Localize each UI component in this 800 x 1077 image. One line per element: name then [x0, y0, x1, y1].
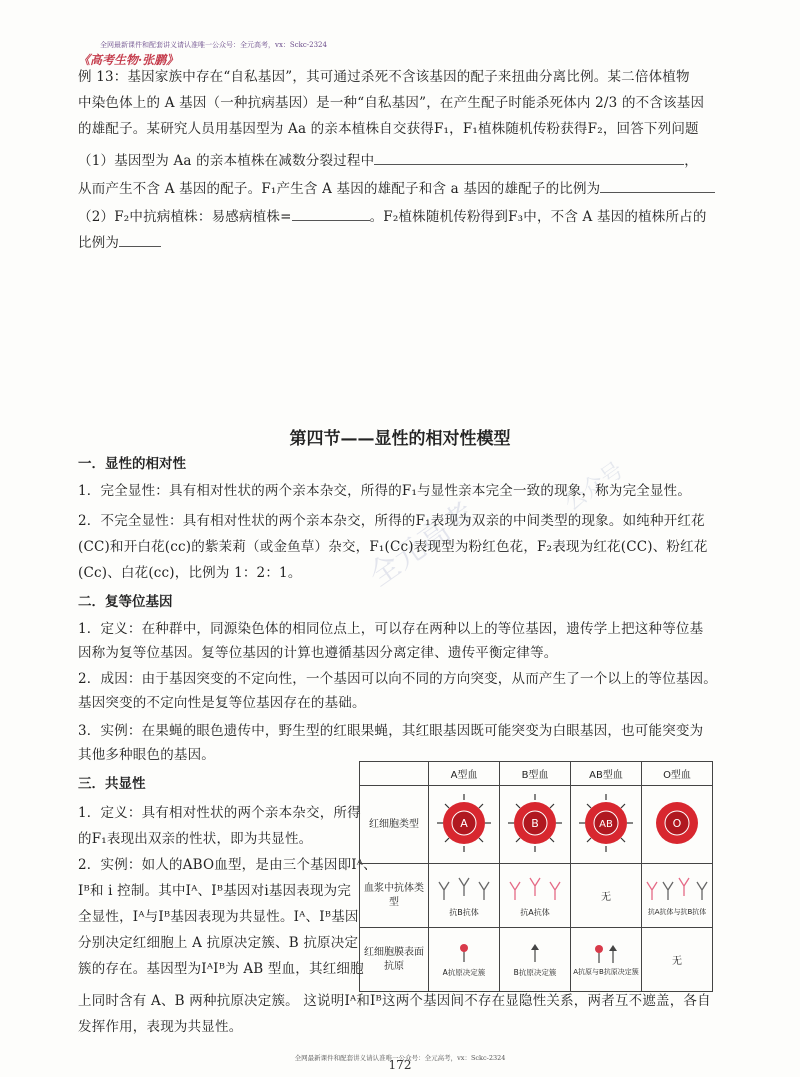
anti-a-and-b-antibody-icon: [644, 874, 710, 904]
example-line-2: 中染色体上的 A 基因（一种抗病基因）是一种“自私基因”，在产生配子时能杀死体内 2/3 的不含该基因: [78, 95, 705, 111]
row-antigen-label: 红细胞膜表面抗原: [360, 928, 429, 992]
row-red-cell-type-label: 红细胞类型: [360, 786, 429, 864]
part-1-heading: 一．显性的相对性: [78, 456, 186, 472]
question-2b-text: 。F₂植株随机传粉得到F₃中，不含 A 基因的植株所占的: [369, 209, 707, 225]
question-2a-text: （2）F₂中抗病植株：易感病植株=: [78, 209, 292, 225]
cell-letter-a: A: [460, 817, 468, 830]
part-3-line-6: 分别决定红细胞上 A 抗原决定簇、B 抗原决定: [78, 935, 359, 951]
antibody-b-text: 抗A抗体: [520, 907, 550, 917]
question-1b-text: 从而产生不含 A 基因的配子。F₁产生含 A 基因的雄配子和含 a 基因的雄配子的比例为: [78, 181, 601, 197]
answer-blank-4[interactable]: [119, 232, 161, 247]
antigen-a-type: [429, 928, 500, 992]
part-3-line-3: 2．实例：如人的ABO血型，是由三个基因即Iᴬ、: [78, 857, 377, 873]
part-3-line-2: 的F₁表现出双亲的性状，即为共显性。: [78, 831, 313, 847]
antigen-o-type: 无: [642, 928, 713, 992]
table-corner: [360, 762, 429, 786]
part-3-heading: 三．共显性: [78, 776, 146, 792]
cell-letter-o: O: [672, 817, 682, 830]
antigen-b-type: [500, 928, 571, 992]
part-3-line-8: 上同时含有 A、B 两种抗原决定簇。 这说明Iᴬ和Iᴮ这两个基因间不存在显隐性关系，两者互不遮盖，各自: [78, 993, 711, 1009]
antigen-ab-text: A抗原与B抗原决定簇: [573, 967, 639, 976]
question-2-line-2: [78, 230, 718, 256]
part-3-line-9: 发挥作用，表现为共显性。: [78, 1019, 243, 1035]
part-1-item-2-line-1: 2．不完全显性：具有相对性状的两个亲本杂交，所得的F₁表现为双亲的中间类型的现象。如纯种开红花: [78, 513, 705, 529]
red-cell-a-icon: [431, 788, 497, 858]
question-2c-text: 比例为: [78, 235, 120, 251]
part-2-item-3-line-1: 3．实例：在果蝇的眼色遗传中，野生型的红眼果蝇，其红眼基因既可能突变为白眼基因，也可能突变为: [78, 723, 704, 739]
part-2-item-1-line-1: 1．定义：在种群中，同源染色体的相同位点上，可以存在两种以上的等位基因，遗传学上把这种等位基: [78, 621, 704, 637]
brand-title: 《高考生物·张鹏》: [78, 53, 179, 67]
antigen-ab-type: [571, 928, 642, 992]
antigen-a-icon: [454, 942, 474, 964]
antibody-ab-type: 无: [571, 864, 642, 928]
row-antibody-label: 血浆中抗体类型: [360, 864, 429, 928]
cell-letter-b: B: [531, 817, 539, 830]
question-1-line-2: [78, 176, 718, 202]
answer-blank-1[interactable]: [374, 150, 684, 165]
antibody-b-type: [500, 864, 571, 928]
antibody-a-text: 抗B抗体: [449, 907, 479, 917]
part-2-heading: 二．复等位基因: [78, 594, 173, 610]
cell-letter-ab: AB: [599, 819, 613, 830]
question-2-line-1: [78, 204, 718, 230]
antibody-o-type: [642, 864, 713, 928]
antigen-b-text: B抗原决定簇: [513, 967, 557, 977]
header-ab-type: AB型血: [571, 762, 642, 786]
footer-note: 全网最新课件和配套讲义请认准唯一公众号：全元高考，vx：Sckc-2324: [294, 1054, 506, 1062]
answer-blank-3[interactable]: [292, 206, 370, 221]
red-cell-o: [642, 786, 713, 864]
part-1-item-1: 1．完全显性：具有相对性状的两个亲本杂交，所得的F₁与显性亲本完全一致的现象，称为完全显性。: [78, 483, 692, 499]
red-cell-ab: [571, 786, 642, 864]
anti-b-antibody-icon: [434, 874, 494, 904]
part-3-line-1: 1．定义：具有相对性状的两个亲本杂交，所得: [78, 805, 361, 821]
antigen-a-text: A抗原决定簇: [442, 967, 486, 977]
antigen-ab-icon: [588, 943, 624, 965]
answer-blank-2[interactable]: [600, 178, 715, 193]
header-a-type: A型血: [429, 762, 500, 786]
red-cell-o-icon: [644, 788, 710, 858]
part-3-line-5: 全显性，Iᴬ与Iᴮ基因表现为共显性。Iᴬ、Iᴮ基因: [78, 909, 359, 925]
red-cell-b: [500, 786, 571, 864]
anti-a-antibody-icon: [505, 874, 565, 904]
watermark-2: 公众号: [559, 457, 629, 517]
example-line-1: 例 13：基因家族中存在“自私基因”，其可通过杀死不含该基因的配子来扭曲分离比例。某二倍体植物: [78, 69, 690, 85]
question-1-line-1: [78, 148, 718, 174]
abo-blood-type-table: [359, 761, 713, 992]
page-number: 172: [388, 1058, 412, 1072]
part-2-item-2-line-1: 2．成因：由于基因突变的不定向性，一个基因可以向不同的方向突变，从而产生了一个以上的等位基因。: [78, 671, 717, 687]
header-o-type: O型血: [642, 762, 713, 786]
antibody-a-type: [429, 864, 500, 928]
part-3-line-4: Iᴮ和 i 控制。其中Iᴬ、Iᴮ基因对i基因表现为完: [78, 883, 352, 899]
red-cell-a: [429, 786, 500, 864]
antibody-o-text: 抗A抗体与抗B抗体: [647, 908, 707, 916]
part-2-item-3-line-2: 其他多种眼色的基因。: [78, 747, 215, 763]
red-cell-b-icon: [502, 788, 568, 858]
part-3-line-7: 簇的存在。基因型为IᴬIᴮ为 AB 型血，其红细胞: [78, 961, 364, 977]
question-1-comma: ，: [684, 153, 698, 169]
example-line-3: 的雄配子。某研究人员用基因型为 Aa 的亲本植株自交获得F₁，F₁植株随机传粉获得F₂，回答下列问题: [78, 121, 699, 137]
part-1-item-2-line-2: (CC)和开白花(cc)的紫茉莉（或金鱼草）杂交，F₁(Cc)表现型为粉红色花，F₂表现为红花(CC)、粉红花: [78, 539, 708, 555]
red-cell-ab-icon: [573, 788, 639, 858]
part-1-item-2-line-3: (Cc)、白花(cc)，比例为 1：2：1。: [78, 565, 302, 581]
part-2-item-1-line-2: 因称为复等位基因。复等位基因的计算也遵循基因分离定律、遗传平衡定律等。: [78, 645, 558, 661]
question-1-text: （1）基因型为 Aa 的亲本植株在减数分裂过程中: [78, 153, 375, 169]
part-2-item-2-line-2: 基因突变的不定向性是复等位基因存在的基础。: [78, 695, 366, 711]
watermark: 全元高考: [362, 496, 482, 594]
section-title: 第四节——显性的相对性模型: [289, 429, 511, 449]
header-b-type: B型血: [500, 762, 571, 786]
antigen-b-icon: [525, 942, 545, 964]
header-note: 全网最新课件和配套讲义请认准唯一公众号：全元高考，vx：Sckc-2324: [100, 41, 327, 49]
